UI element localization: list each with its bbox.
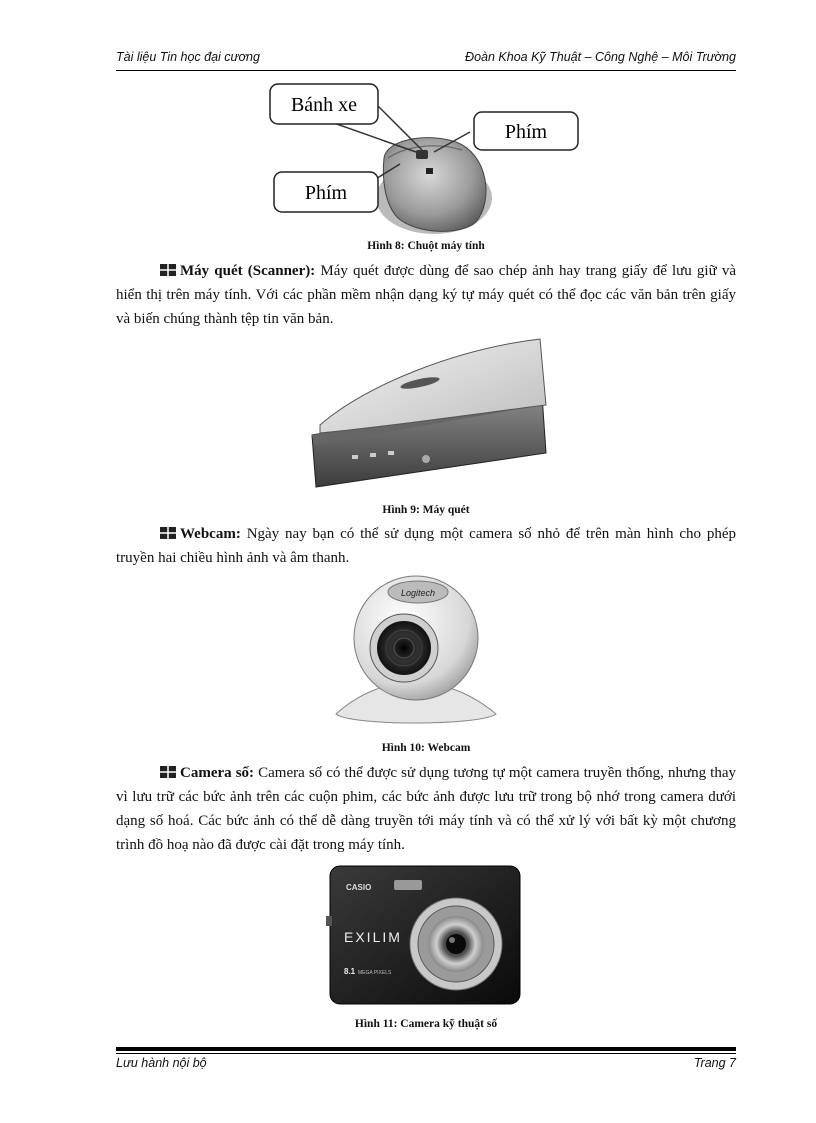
webcam-brand: Logitech [400,588,436,598]
camera-text: Camera số có thể được sử dụng tương tự một camera truyền thống, nhưng thay vì lưu trữ các bức ảnh trên các cuộn phim, các bức ảnh được lưu trữ trong bộ nhớ trong camera dưới dạng số hoá. Các bức ảnh có thể dễ dàng truyền tới máy tính và có thể xử lý với bất kỳ một chương trình đồ hoạ nào đã được cài đặt trong máy tính. [116,765,736,853]
page-number: Trang 7 [693,1056,736,1070]
webcam-paragraph [116,522,736,570]
webcam-figure [330,574,500,738]
camera-megapixels: 8.1 [344,967,356,976]
mouse-figure [266,80,586,235]
camera-model: EXILIM [344,929,402,945]
camera-term: Camera số: [180,765,255,781]
figure-10-caption: Hình 10: Webcam [381,742,471,754]
figure-8-caption: Hình 8: Chuột máy tính [367,240,485,252]
webcam-text: Ngày nay bạn có thể sử dụng một camera số nhỏ để trên màn hình cho phép truyền hai chiều hình ảnh và âm thanh. [116,526,736,566]
webcam-term: Webcam: [180,526,241,542]
camera-figure [324,862,524,1008]
footer-rule-thick [116,1047,736,1051]
wheel-label: Bánh xe [290,94,358,116]
footer-left-text: Lưu hành nội bộ [116,1056,207,1070]
footer-rule-thin [116,1053,736,1054]
bullet-icon [160,264,176,276]
header-right-text: Đoàn Khoa Kỹ Thuật – Công Nghệ – Môi Trường [465,50,736,64]
camera-megapixels-label: MEGA PIXELS [358,970,392,976]
camera-paragraph [116,761,736,857]
figure-11-caption: Hình 11: Camera kỹ thuật số [354,1018,498,1030]
left-key-label: Phím [304,182,348,204]
header-rule [116,70,736,71]
camera-brand: CASIO [346,883,372,892]
right-key-label: Phím [504,121,548,143]
scanner-term: Máy quét (Scanner): [180,263,316,279]
bullet-icon [160,527,176,539]
scanner-text: Máy quét được dùng để sao chép ảnh hay trang giấy để lưu giữ và hiển thị trên máy tính. Với các phần mềm nhận dạng ký tự máy quét có thể đọc các văn bản trên giấy và biến chúng thành tệp tin văn bản. [116,263,736,327]
header-left-text: Tài liệu Tin học đại cương [116,50,260,64]
bullet-icon [160,766,176,778]
scanner-paragraph [116,259,736,331]
scanner-figure [306,335,550,497]
page-header [116,50,736,68]
figure-9-caption: Hình 9: Máy quét [382,504,470,516]
